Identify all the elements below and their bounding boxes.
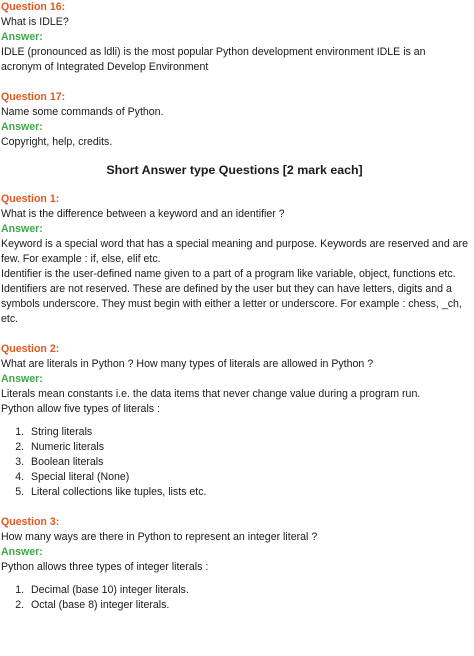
- question-17-block: [1, 90, 468, 150]
- list-item: 1. String literals: [27, 425, 468, 440]
- answer-label: Answer:: [1, 373, 43, 385]
- list-item: 1. Decimal (base 10) integer literals.: [27, 583, 468, 598]
- question-text: What are literals in Python ? How many types of literals are allowed in Python ?: [1, 358, 374, 370]
- question-label: Question 3:: [1, 516, 60, 528]
- question-text: How many ways are there in Python to represent an integer literal ?: [1, 531, 318, 543]
- answer-paragraph: Identifier is the user-defined name given to a part of a program like variable, object, functions etc. Identifiers are not reserved. These are defined by the user but they can have letters, digits and a symbols underscore. They must begin with either a letter or underscore. For example : chess, _ch, etc.: [1, 268, 462, 325]
- question-text: What is IDLE?: [1, 16, 69, 28]
- question-16-block: [1, 0, 468, 75]
- list-item: 5. Literal collections like tuples, lists etc.: [27, 485, 468, 500]
- answer-text: Copyright, help, credits.: [1, 136, 113, 148]
- answer-label: Answer:: [1, 223, 43, 235]
- short-question-2-block: [1, 342, 468, 500]
- answer-label: Answer:: [1, 31, 43, 43]
- question-label: Question 2:: [1, 343, 60, 355]
- question-label: Question 16:: [1, 1, 66, 13]
- section-heading: Short Answer type Questions [2 mark each]: [106, 163, 363, 177]
- answer-paragraph: Python allow five types of literals :: [1, 403, 160, 415]
- short-question-1-block: [1, 192, 468, 327]
- list-item: 2. Octal (base 8) integer literals.: [27, 598, 468, 613]
- answer-label: Answer:: [1, 121, 43, 133]
- question-text: What is the difference between a keyword and an identifier ?: [1, 208, 285, 220]
- integer-literal-list: [1, 583, 468, 613]
- answer-text: IDLE (pronounced as ldli) is the most popular Python development environment IDLE is an acronym of Integrated Develop Environment: [1, 46, 426, 73]
- list-item: 3. Boolean literals: [27, 455, 468, 470]
- question-label: Question 1:: [1, 193, 60, 205]
- question-text: Name some commands of Python.: [1, 106, 164, 118]
- list-item: 2. Numeric literals: [27, 440, 468, 455]
- short-question-3-block: [1, 515, 468, 613]
- list-item: 4. Special literal (None): [27, 470, 468, 485]
- literal-types-list: [1, 425, 468, 500]
- question-label: Question 17:: [1, 91, 66, 103]
- answer-paragraph: Keyword is a special word that has a special meaning and purpose. Keywords are reserved and are few. For example : if, else, elif etc.: [1, 238, 468, 265]
- answer-label: Answer:: [1, 546, 43, 558]
- answer-paragraph: Literals mean constants i.e. the data items that never change value during a program run.: [1, 388, 421, 400]
- answer-paragraph: Python allows three types of integer literals :: [1, 561, 209, 573]
